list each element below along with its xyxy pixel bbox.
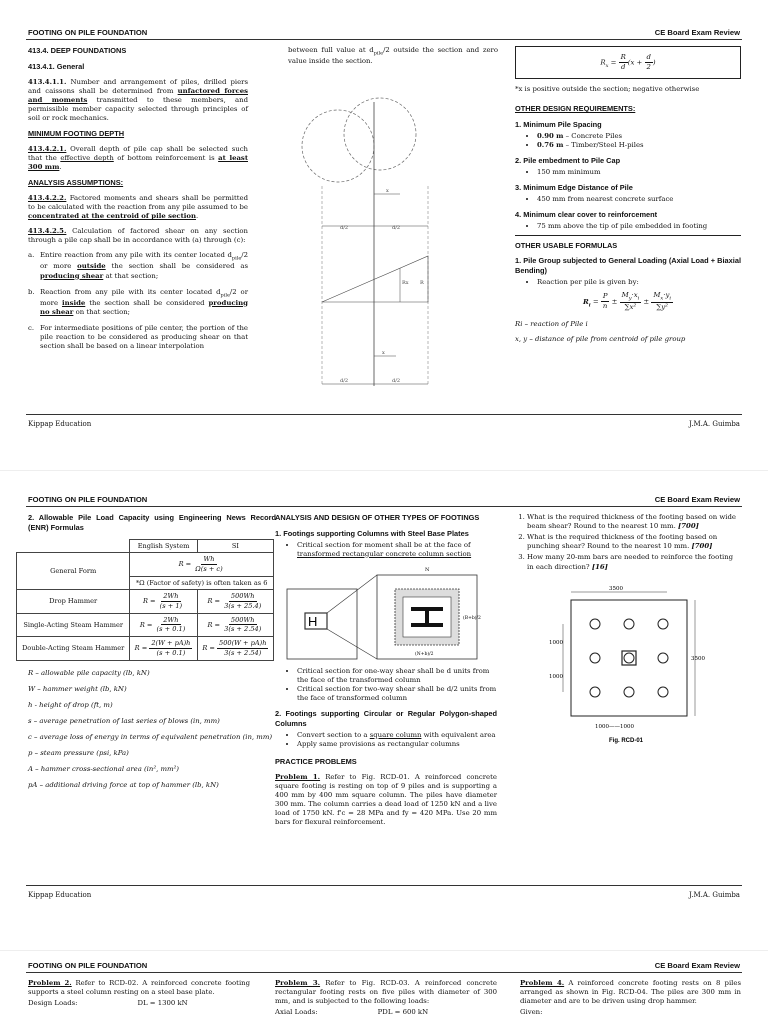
svg-text:3500: 3500 [691, 655, 705, 662]
svg-text:(B+b)/2: (B+b)/2 [463, 615, 481, 621]
page-3 [0, 950, 768, 1024]
questions-list: 1. What is the required thickness of the footing based on wide beam shear? Round to the nearest 10 mm. [700] 2. What is the required thickness of the footing based on punching shear? Round to the nearest 10 mm. [700] 3. How many 20-mm bars are needed to reinforce the footing in each direction? [16] [515, 513, 741, 572]
formula-1: 1. Pile Group subjected to General Loading (Axial Load + Biaxial Bending) [515, 256, 741, 276]
label-r: R [420, 280, 424, 286]
shear-section-diagram [288, 86, 498, 386]
other-footings-heading: ANALYSIS AND DESIGN OF OTHER TYPES OF FOOTINGS [275, 513, 480, 522]
svg-text:x: x [382, 350, 385, 356]
column-3 [515, 513, 741, 770]
formula-note: *x is positive outside the section; negative otherwise [515, 85, 700, 94]
column-1 [28, 46, 248, 351]
other-requirements-heading: OTHER DESIGN REQUIREMENTS: [515, 104, 636, 114]
column-2 [288, 46, 498, 384]
header-rule [26, 39, 742, 40]
header-rule [26, 972, 742, 973]
req-2: 2. Pile embedment to Pile Cap [515, 156, 621, 166]
svg-text:1000——1000: 1000——1000 [595, 723, 634, 730]
svg-text:N: N [425, 566, 430, 573]
req-3: 3. Minimum Edge Distance of Pile [515, 182, 633, 192]
column-3: $R_x$ = $\frac{R}{d}$ (x + $\frac{d}{2}$ ) *x is positive outside the section; negative otherwise OTHER DESIGN REQUIREMENTS: 1. Minimum Pile Spacing • 0.90 m – Concrete Piles • 0.76 m – Timber/Steel H-piles 2. Pile embedment to Pile Cap • 150 mm minimum 3. Minimum Edge Distance of Pile • 450 mm from nearest concrete surface 4. Minimum clear cover to reinforcement • 75 mm above the tip of pile embedded in footing OTHER USABLE FORMULAS 1. Pile Group subjected to General Loading (Axial Load + Biaxial Bending) • Reaction per pile is given by: $R_i$ = $\frac{P}{n}$ ± $\frac{M_y\cdot x_i}{\text{∑x²}}$ ± $\frac{M_x\cdot y_i}{\text{∑y²}}$ Ri – reaction of Pile i x, y – distance of pile from centroid of pile group [515, 46, 741, 350]
fig-rcd-01 [515, 580, 741, 770]
analysis-heading: ANALYSIS ASSUMPTIONS: [28, 178, 124, 188]
svg-text:(N+b)/2: (N+b)/2 [415, 651, 434, 657]
svg-text:1000: 1000 [549, 673, 563, 680]
svg-text:3500: 3500 [609, 585, 623, 592]
paragraph-41321: 413.4.2.1. Overall depth of pile cap shall be selected such that the effective depth of bottom reinforcement is at least 300 mm. [28, 144, 248, 172]
problem-4: Problem 4. A reinforced concrete footing rests on 8 piles arranged as shown in Fig. RCD-04. The piles are 300 mm in diameter and are to be driven using drop hammer. Given: [520, 979, 741, 1017]
continued-text: between full value at $d_{pile}/2$ outside the section and zero value inside the section. [288, 46, 498, 65]
pile-reaction-formula: $R_i$ = $\frac{P}{n}$ ± $\frac{M_y\cdot x_i}{\text{∑x²}}$ ± $\frac{M_x\cdot y_i}{\text{∑y²}}$ [583, 291, 671, 312]
min-depth-heading: MINIMUM FOOTING DEPTH [28, 129, 125, 139]
column-1 [16, 513, 276, 797]
page-footer: Kippap Education J.M.A. Guimba [28, 891, 740, 899]
page-header: FOOTING ON PILE FOUNDATION CE Board Exam Review [28, 495, 740, 504]
label-x: x [386, 188, 389, 194]
usable-formulas-heading: OTHER USABLE FORMULAS [515, 240, 618, 250]
label-rx: Rx [402, 280, 409, 286]
base-plate-diagram [275, 563, 497, 663]
header-rule [26, 506, 742, 507]
svg-text:d/2: d/2 [392, 378, 401, 384]
item-c: c. For intermediate positions of pile center, the portion of the pile reaction to be considered as producing shear on that section shall be based on a linear interpolation [28, 323, 248, 351]
paragraph-41322: 413.4.2.2. Factored moments and shears shall be permitted to be calculated with the reaction from any pile assumed to be concentrated at the centroid of pile section. [28, 193, 248, 221]
xy-definition: x, y – distance of pile from centroid of pile group [515, 335, 686, 344]
item-a: a. Entire reaction from any pile with its center located $d_{pile}/2$ or more outside the section shall be considered as producing shear at that section; [28, 251, 248, 280]
label-d2-right: d/2 [392, 225, 401, 231]
column-2: ANALYSIS AND DESIGN OF OTHER TYPES OF FOOTINGS 1. Footings supporting Columns with Steel Base Plates • Critical section for moment shall be at the face of transformed rectangular concrete column section H N (B+b)/2 (N+b)/2 • Critical section for one-way shear shall be d units from the face of the transformed column • Critical section for two-way shear shall be d/2 units from the face of transformed column 2. Footings supporting Circular or Regular Polygon-shaped Columns • Convert section to a square column with equivalent area • Apply same provisions as rectangular columns PRACTICE PROBLEMS Problem 1. Refer to Fig. RCD-01. A reinforced concrete square footing is resting on top of 9 piles and is supporting a 400 mm by 400 mm square column. The piles have diameter 300 mm. The column carries a dead load of 1250 kN and a live load of 1750 kN. f'c = 28 MPa and fy = 420 MPa. Use 20 mm bars for flexural reinforcement. [275, 513, 497, 833]
label-d2-left: d/2 [340, 225, 349, 231]
page-2 [0, 470, 768, 920]
page-header [28, 28, 740, 37]
pile-circle-left [302, 110, 374, 182]
problem-1: Problem 1. Refer to Fig. RCD-01. A reinforced concrete square footing is resting on top of 9 piles and is supporting a 400 mm by 400 mm square column. The piles have diameter 300 mm. The column carries a dead load of 1250 kN and a live load of 1750 kN. f'c = 28 MPa and fy = 420 MPa. Use 20 mm bars for flexural reinforcement. [275, 772, 497, 827]
section-heading: 413.4. DEEP FOUNDATIONS [28, 46, 127, 55]
header-right: CE Board Exam Review [654, 28, 740, 37]
footer-rule [26, 885, 742, 886]
rx-formula-box: $R_x$ = $\frac{R}{d}$ (x + $\frac{d}{2}$ ) [515, 46, 741, 79]
req-1-list: • 0.90 m – Concrete Piles • 0.76 m – Timber/Steel H-piles [515, 132, 741, 150]
pile-circle-right [344, 98, 416, 170]
interpolation-triangle [322, 256, 428, 302]
footer-rule [26, 414, 742, 415]
page-header: FOOTING ON PILE FOUNDATION CE Board Exam Review [28, 961, 740, 970]
paragraph-41325: 413.4.2.5. Calculation of factored shear on any section through a pile cap shall be in accordance with (a) through (c): [28, 227, 248, 245]
svg-text:1000: 1000 [549, 639, 563, 646]
svg-text:H: H [308, 613, 318, 629]
page-1 [0, 0, 768, 440]
header-left: FOOTING ON PILE FOUNDATION [28, 28, 148, 37]
enr-table: English System SI General Form R = $\frac{Wh}{\Omega(s + c)}$ *Ω (Factor of safety) is often taken as 6 Drop Hammer R = $\frac{2Wh}{(s + 1)}$ R = $\frac{500Wh}{3(s + 25.4)}$ Single-Acting Steam Hammer R = $\frac{2Wh}{(s + 0.1)}$ R = $\frac{500Wh}{3(s + 2.54)}$ Double-Acting Steam Hammer R = $\frac{2(W + pA)h}{(s + 0.1)}$ R = $\frac{500(W + pA)h}{3(s + 2.54)}$ [16, 539, 274, 661]
svg-text:d/2: d/2 [340, 378, 349, 384]
definitions-list: R – allowable pile capacity (lb, kN) W – hammer weight (lb, kN) h - height of drop (ft, m) s – average penetration of last series of blows (in, mm) c – average loss of energy in terms of equivalent penetration (in, mm) p – steam pressure (psi, kPa) A – hammer cross-sectional area (in², mm²) pA – additional driving force at top of hammer (lb, kN) [28, 668, 273, 790]
paragraph-41311: 413.4.1.1. Number and arrangement of piles, drilled piers and caissons shall be determined from unfactored forces and moments transmitted to these members, and permissible member capacity selected through principles of soil or rock mechanics. [28, 77, 248, 122]
ri-definition: Ri – reaction of Pile i [515, 320, 588, 329]
req-4: 4. Minimum clear cover to reinforcement [515, 209, 658, 219]
problem-2: Problem 2. Refer to RCD-02. A reinforced concrete footing supports a steel column resting on a steel base plate. Design Loads: DL = 1300 kN [28, 979, 250, 1008]
req-1: 1. Minimum Pile Spacing [515, 120, 602, 130]
practice-problems-heading: PRACTICE PROBLEMS [275, 756, 357, 766]
subsection-heading: 413.4.1. General [28, 61, 85, 71]
problem-3: Problem 3. Refer to Fig. RCD-03. A reinforced concrete rectangular footing rests on five piles with diameter of 300 mm, and is subjected to the following loads: Axial Loads: PDL = 600 kN [275, 979, 497, 1017]
enr-title: 2. Allowable Pile Load Capacity using Engineering News Record (ENR) Formulas [28, 513, 276, 532]
page-footer: Kippap Education J.M.A. Guimba [28, 420, 740, 428]
svg-text:Fig. RCD-01: Fig. RCD-01 [609, 737, 644, 744]
item-b: b. Reaction from any pile with its center located $d_{pile}/2$ or more inside the section shall be considered producing no shear on that section; [28, 287, 248, 316]
